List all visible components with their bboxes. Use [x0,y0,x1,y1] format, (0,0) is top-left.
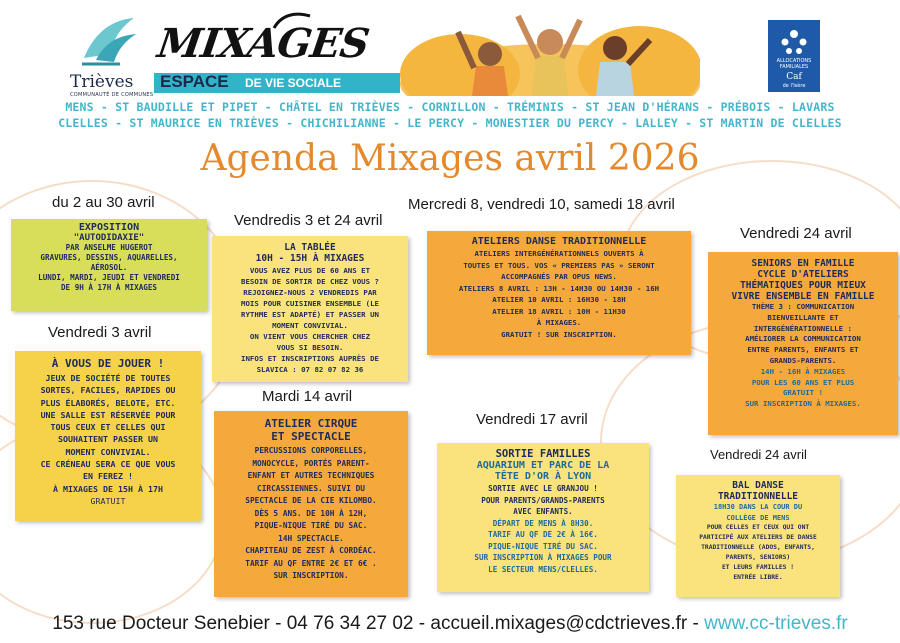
jeux-note: GRATUIT [90,495,126,506]
jeux-line: CE CRÉNEAU SERA CE QUE VOUS [40,459,176,470]
cirque-line: TARIF AU QF ENTRE 2€ ET 6€ . [245,558,377,568]
seniors-line: GRANDS-PARENTS. [769,355,837,365]
seniors-heading-2: CYCLE D'ATELIERS [757,269,849,280]
cirque-heading-1: ATELIER CIRQUE [264,417,358,430]
jeux-date: Vendredi 3 avril [48,324,152,341]
danse-heading: ATELIERS DANSE TRADITIONNELLE [471,236,647,247]
cirque-date: Mardi 14 avril [262,388,353,405]
seniors-line: THÈME 3 : COMMUNICATION [751,302,855,311]
cirque-line: 14H SPECTACLE. [278,533,344,543]
bal-line: ENTRÉE LIBRE. [733,574,783,581]
seniors-card [708,252,898,435]
footer-website-link[interactable]: www.cc-trieves.fr [704,613,848,634]
tablee-heading: LA TABLÉE [284,242,336,253]
seniors-line: 14H - 16H À MIXAGES [760,366,846,376]
sortie-line: AVEC ENFANTS. [513,507,573,516]
expo-subheading: "AUTODIDAXIE" [73,233,145,243]
footer-contact-text: 153 rue Docteur Senebier - 04 76 34 27 02 - accueil.mixages@cdctrieves.fr - [52,613,705,634]
danse-line: ACCOMPAGNÉS PAR OPUS NEWS. [501,272,617,281]
danse-date: Mercredi 8, vendredi 10, samedi 18 avril [408,196,675,213]
sortie-line: PIQUE-NIQUE TIRÉ DU SAC. [488,541,598,551]
seniors-line: SUR INSCRIPTION À MIXAGES. [745,399,861,409]
seniors-date: Vendredi 24 avril [740,225,852,242]
cirque-heading-2: ET SPECTACLE [271,430,351,443]
sortie-sub-1: AQUARIUM ET PARC DE LA [476,460,610,471]
jeux-line: SORTES, FACILES, RAPIDES OU [40,385,176,396]
jeux-card [15,351,201,521]
cirque-line: CHAPITEAU DE ZEST À CORDÉAC. [245,546,377,555]
mixages-logo-espace: ESPACE [160,72,229,91]
sortie-date: Vendredi 17 avril [476,411,588,428]
sortie-line: SUR INSCRIPTION À MIXAGES POUR [474,553,612,562]
expo-line: LUNDI, MARDI, JEUDI ET VENDREDI [38,273,180,282]
danse-line: À MIXAGES. [536,318,582,327]
bal-line: ET LEURS FAMILLES ! [721,564,795,571]
tablee-line: VOUS SI BESOIN. [276,343,344,352]
cirque-line: CIRCASSIENNES. SUIVI DU [257,483,365,493]
sortie-line: TARIF AU QF DE 2€ À 16€. [488,530,598,539]
tablee-card [212,236,408,382]
tablee-line: SLAVICA : 07 82 07 82 36 [256,365,364,374]
expo-heading: EXPOSITION [78,222,140,233]
communes-line-2: CLELLES - ST MAURICE EN TRIÈVES - CHICHILIANNE - LE PERCY - MONESTIER DU PERCY - LALLEY - ST MARTIN DE CLELLES [58,116,842,130]
danse-line: ATELIERS 8 AVRIL : 13H - 14H30 OU 14H30 - 16H [458,283,660,293]
mixages-logo-word: MIXAGES [154,20,372,67]
caf-logo-dept: de l'Isère [782,83,806,89]
sortie-heading: SORTIE FAMILLES [495,448,591,460]
cirque-line: SPECTACLE DE LA CIE KILOMBO. [245,496,377,505]
jeux-line: PLUS ÉLABORÉS, BELOTE, ETC. [40,397,176,408]
seniors-line: BIENVEILLANTE ET [767,312,839,322]
bal-line: PARTICIPÉ AUX ATELIERS DE DANSE [699,534,817,541]
tablee-line: VOUS AVEZ PLUS DE 60 ANS ET [249,266,371,275]
cirque-line: PIQUE-NIQUE TIRÉ DU SAC. [254,521,368,530]
danse-line: ATELIER 18 AVRIL : 10H - 11H30 [492,306,626,316]
tablee-subheading: 10H - 15H À MIXAGES [255,253,365,264]
trieves-bird-icon [80,14,140,70]
bal-heading-1: BAL DANSE [732,480,784,491]
bal-card [676,475,840,597]
tablee-line: REJOIGNEZ-NOUS 2 VENDREDIS PAR [243,288,377,297]
bal-line: PARENTS, SENIORS) [725,554,791,561]
bal-date: Vendredi 24 avril [710,447,807,462]
cirque-line: MONOCYCLE, PORTÉS PARENT- [252,458,370,468]
danse-line: ATELIERS INTERGÉNÉRATIONNELS OUVERTS À [474,249,644,258]
jeux-line: À MIXAGES DE 15H À 17H [53,483,163,494]
bal-line: TRADITIONNELLE (ADOS, ENFANTS, [701,544,815,551]
footer-contact [0,613,900,635]
tablee-line: MOIS POUR CUISINER ENSEMBLE (LE [241,299,379,308]
caf-logo-caf: Caf [786,72,802,82]
sortie-line: LE SECTEUR MENS/CLELLES. [488,564,598,574]
danse-line: GRATUIT ! SUR INSCRIPTION. [501,329,617,339]
caf-logo-org: ALLOCATIONS FAMILIALES [776,58,812,70]
mixages-logo-rest: DE VIE SOCIALE [245,76,342,90]
cirque-card [214,411,408,597]
danse-line: TOUTES ET TOUS. VOS « PREMIERS PAS » SERONT [463,260,655,270]
jeux-line: JEUX DE SOCIÉTÉ DE TOUTES [45,373,171,383]
cirque-line: SUR INSCRIPTION. [273,571,349,580]
jeux-line: TOUS CEUX ET CELLES QUI [50,422,166,433]
cirque-line: PERCUSSIONS CORPORELLES, [254,446,368,455]
cirque-line: DÈS 5 ANS. DE 10H À 12H, [254,508,368,518]
expo-card [11,219,207,311]
sortie-card [437,443,649,592]
caf-emblem-icon [778,24,810,56]
expo-line: AÉROSOL. [90,263,128,272]
seniors-line: GRATUIT ! [782,388,824,398]
trieves-logo-name: Trièves [70,72,134,92]
seniors-line: AMÉLIORER LA COMMUNICATION [745,334,861,344]
seniors-heading-4: VIVRE ENSEMBLE EN FAMILLE [731,291,875,302]
communes-line-1: MENS - ST BAUDILLE ET PIPET - CHÂTEL EN TRIÈVES - CORNILLON - TRÉMINIS - ST JEAN D'HÉRANS - PRÉBOIS - LAVARS [65,100,835,114]
jeux-line: MOMENT CONVIVIAL. [65,446,151,457]
seniors-heading-1: SENIORS EN FAMILLE [751,258,855,269]
tablee-line: MOMENT CONVIVIAL. [272,321,348,330]
tablee-line: ON VIENT VOUS CHERCHER CHEZ [249,332,371,341]
expo-line: PAR ANSELME HUGEROT [65,243,153,252]
seniors-line: ENTRE PARENTS, ENFANTS ET [747,345,859,355]
expo-line: GRAVURES, DESSINS, AQUARELLES, [40,253,178,262]
danse-card [427,231,691,355]
trieves-logo-tagline: COMMUNAUTÉ DE COMMUNES [70,92,154,98]
danse-line: ATELIER 10 AVRIL : 16H30 - 18H [492,295,626,304]
jeux-heading: À VOUS DE JOUER ! [51,357,165,370]
sortie-line: POUR PARENTS/GRANDS-PARENTS [481,495,605,505]
jeux-line: EN FEREZ ! [83,471,133,482]
bal-line: POUR CELLES ET CEUX QUI ONT [706,524,810,531]
tablee-line: BESOIN DE SORTIR DE CHEZ VOUS ? [241,277,379,286]
bal-heading-2: TRADITIONNELLE [717,491,799,502]
sortie-sub-2: TÊTE D'OR À LYON [494,471,592,482]
tablee-date: Vendredis 3 et 24 avril [234,212,383,229]
tablee-line: INFOS ET INSCRIPTIONS AUPRÈS DE [241,354,379,363]
cirque-line: ENFANT ET AUTRES TECHNIQUES [247,471,375,480]
sortie-line: DÉPART DE MENS À 8H30. [492,518,594,528]
sortie-line: SORTIE AVEC LE GRANJOU ! [488,484,598,493]
expo-date: du 2 au 30 avril [52,194,155,211]
seniors-line: INTERGÉNÉRATIONNELLE : [754,323,852,333]
seniors-line: POUR LES 60 ANS ET PLUS [751,377,855,387]
tablee-line: RYTHME EST ADAPTÉ) ET PASSER UN [241,310,379,319]
jeux-line: SOUHAITENT PASSER UN [58,434,158,445]
expo-line: DE 9H À 17H À MIXAGES [60,283,157,292]
bal-line-bold: COLLÈGE DE MENS [726,513,790,522]
bal-line-bold: 18H30 DANS LA COUR DU [713,503,803,511]
mixages-swoosh-icon [272,10,312,30]
seniors-heading-3: THÉMATIQUES POUR MIEUX [740,280,866,291]
page-title: Agenda Mixages avril 2026 [200,138,700,179]
jeux-line: UNE SALLE EST RÉSERVÉE POUR [40,409,176,420]
people-illustration [400,4,700,96]
